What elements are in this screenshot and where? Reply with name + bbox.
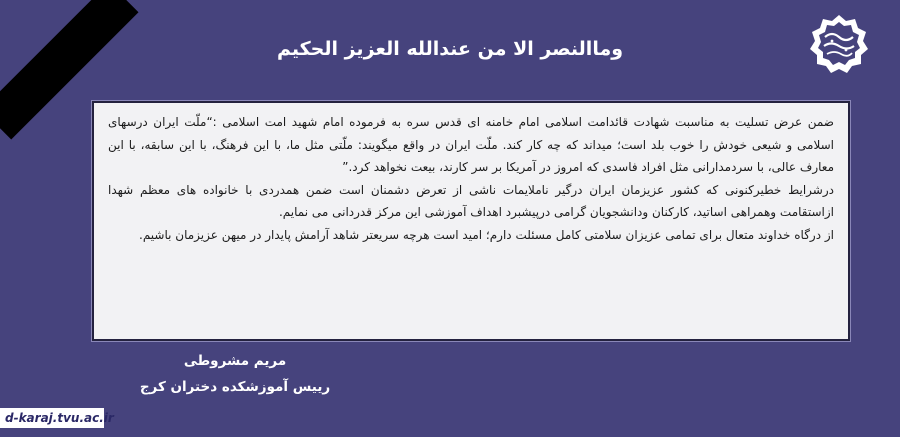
signature-block <box>110 348 360 400</box>
signatory-title: رییس آموزشکده دختران کرج <box>139 379 331 395</box>
message-body <box>108 111 834 247</box>
message-paragraph: ضمن عرض تسلیت به مناسبت شهادت قائدامت اسلامی امام خامنه ای قدس سره به فرموده امام شهید امت اسلامی :“ملّت ایران درسهای اسلامی و شیعی خودش را خوب بلد است؛ میداند که چه کار کند. ملّت ایران در واقع میگویند: ملّتی مثل ما، با این فرهنگ، با این سابقه، با این معارف عالی، با سردمدارانی مثل افراد فاسدی که امروز در آمریکا بر سر کارند، بیعت نخواهد کرد.” <box>108 115 834 175</box>
college-logo <box>808 13 870 75</box>
condolence-message-card <box>92 101 850 341</box>
message-paragraph: از درگاه خداوند متعال برای تمامی عزیزان سلامتی کامل مسئلت دارم؛ امید است هرچه سریعتر شاهد آرامش پایدار در میهن عزیزمان باشیم. <box>139 227 834 242</box>
site-url-link[interactable]: d-karaj.tvu.ac.ir <box>0 408 104 428</box>
headline: وماالنصر الا من عندالله العزیز الحکیم <box>276 38 624 60</box>
college-logo-icon <box>808 13 870 75</box>
signatory-name: مریم مشروطی <box>183 353 287 369</box>
message-paragraph: درشرایط خطیرکنونی که کشور عزیزمان ایران درگیر ناملایمات ناشی از تعرض دشمنان است ضمن همدردی با خانواده های معظم شهدا ازاستقامت وهمراهی اساتید، کارکنان ودانشجویان گرامی درپیشبرد اهداف آموزشی این مرکز قدردانی می نمایم. <box>108 182 834 220</box>
